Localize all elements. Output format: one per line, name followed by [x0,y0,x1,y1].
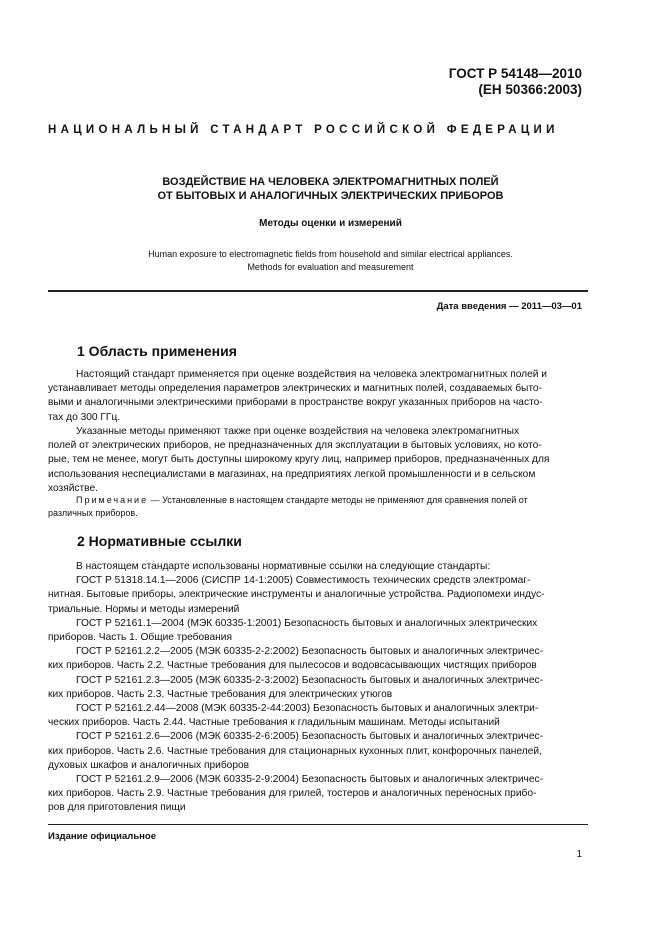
reference-line: ких приборов. Часть 2.3. Частные требования для электрических утюгов [48,688,393,700]
reference-line: ГОСТ Р 52161.2.9—2006 (МЭК 60335-2-9:2004) Безопасность бытовых и аналогичных электричес- [76,774,543,786]
title-line-2: ОТ БЫТОВЫХ И АНАЛОГИЧНЫХ ЭЛЕКТРИЧЕСКИХ ПРИБОРОВ [157,190,504,202]
text-line: использования неспециалистами в магазинах, на предприятиях легкой промышленности и в сельском [48,468,536,480]
introduction-date: Дата введения — 2011—03—01 [436,301,582,312]
official-edition-label: Издание официальное [48,831,156,842]
title-divider [48,290,588,292]
reference-line: ческих приборов. Часть 2.44. Частные требования к гладильным машинам. Методы испытаний [48,717,500,729]
reference-line: ких приборов. Часть 2.6. Частные требования для стационарных кухонных плит, конфорочных панелей, [48,745,542,757]
reference-line: триальные. Нормы и методы измерений [48,603,240,615]
note-text: — Установленные в настоящем стандарте методы не применяют для сравнения полей от [150,495,528,505]
reference-line: ГОСТ Р 52161.2.3—2005 (МЭК 60335-2-3:2002) Безопасность бытовых и аналогичных электричес- [76,674,543,686]
section-1-paragraph-2 [48,425,588,496]
reference-line: ГОСТ Р 52161.2.2—2005 (МЭК 60335-2-2:2002) Безопасность бытовых и аналогичных электричес- [76,646,543,658]
note-text-continued: различных приборов. [48,508,138,518]
text-line: полей от электрических приборов, не предназначенных для эксплуатации в бытовых условиях, но кото- [48,440,542,452]
title-line-1: ВОЗДЕЙСТВИЕ НА ЧЕЛОВЕКА ЭЛЕКТРОМАГНИТНЫХ ПОЛЕЙ [162,176,499,188]
reference-line: духовых шкафов и аналогичных приборов [48,759,250,771]
reference-line: ГОСТ Р 52161.2.6—2006 (МЭК 60335-2-6:2005) Безопасность бытовых и аналогичных электричес- [76,731,543,743]
text-line: тах до 300 ГГц. [48,411,121,423]
text-line: устанавливает методы определения параметров электрических и магнитных полей, создаваемых быто- [48,383,542,395]
text-line: рые, тем не менее, могут быть доступны широкому кругу лиц, например приборов, предназначенных для [48,454,550,466]
reference-line: ГОСТ Р 51318.14.1—2006 (СИСПР 14-1:2005) Совместимость технических средств электромаг- [76,575,531,587]
section-1-heading: 1 Область применения [77,343,237,359]
reference-line: ров для приготовления пищи [48,802,186,814]
standard-equivalent: (ЕН 50366:2003) [478,82,582,97]
footer-divider [48,824,588,825]
national-standard-banner: НАЦИОНАЛЬНЫЙ СТАНДАРТ РОССИЙСКОЙ ФЕДЕРАЦИИ [48,124,559,136]
reference-line: ГОСТ Р 52161.1—2004 (МЭК 60335-1:2001) Безопасность бытовых и аналогичных электрических [76,617,538,629]
page-number: 1 [576,849,582,860]
english-title-line-2: Methods for evaluation and measurement [247,262,414,272]
reference-line: нитная. Бытовые приборы, электрические инструменты и аналогичные устройства. Радиопомехи индус- [48,589,545,601]
section-1-note [48,494,588,520]
english-title [40,248,621,274]
reference-line: ГОСТ Р 52161.2.44—2008 (МЭК 60335-2-44:2003) Безопасность бытовых и аналогичных электри- [76,703,539,715]
text-line: хозяйстве. [48,482,98,494]
section-2-heading: 2 Нормативные ссылки [77,533,242,549]
note-label: Примечание [76,495,149,505]
reference-line: приборов. Часть 1. Общие требования [48,632,232,644]
english-title-line-1: Human exposure to electromagnetic fields from household and similar electrical appliances. [148,249,513,259]
text-line: Настоящий стандарт применяется при оценке воздействия на человека электромагнитных полей и [76,369,547,380]
reference-line: ких приборов. Часть 2.2. Частные требования для пылесосов и водовсасывающих чистящих приборов [48,660,537,672]
reference-line: В настоящем стандарте использованы нормативные ссылки на следующие стандарты: [76,561,491,572]
reference-line: ких приборов. Часть 2.9. Частные требования для грилей, тостеров и аналогичных переносных прибо- [48,788,537,800]
document-title [40,175,621,203]
document-code [449,66,582,98]
section-1-paragraph-1 [48,368,588,425]
text-line: Указанные методы применяют также при оценке воздействия на человека электромагнитных [76,426,520,437]
document-subtitle: Методы оценки и измерений [259,218,402,229]
text-line: выми и аналогичными электрическими приборами в пространстве вокруг указанных приборов на часто- [48,397,543,409]
section-2-references [48,560,588,816]
standard-number: ГОСТ Р 54148—2010 [448,66,582,81]
